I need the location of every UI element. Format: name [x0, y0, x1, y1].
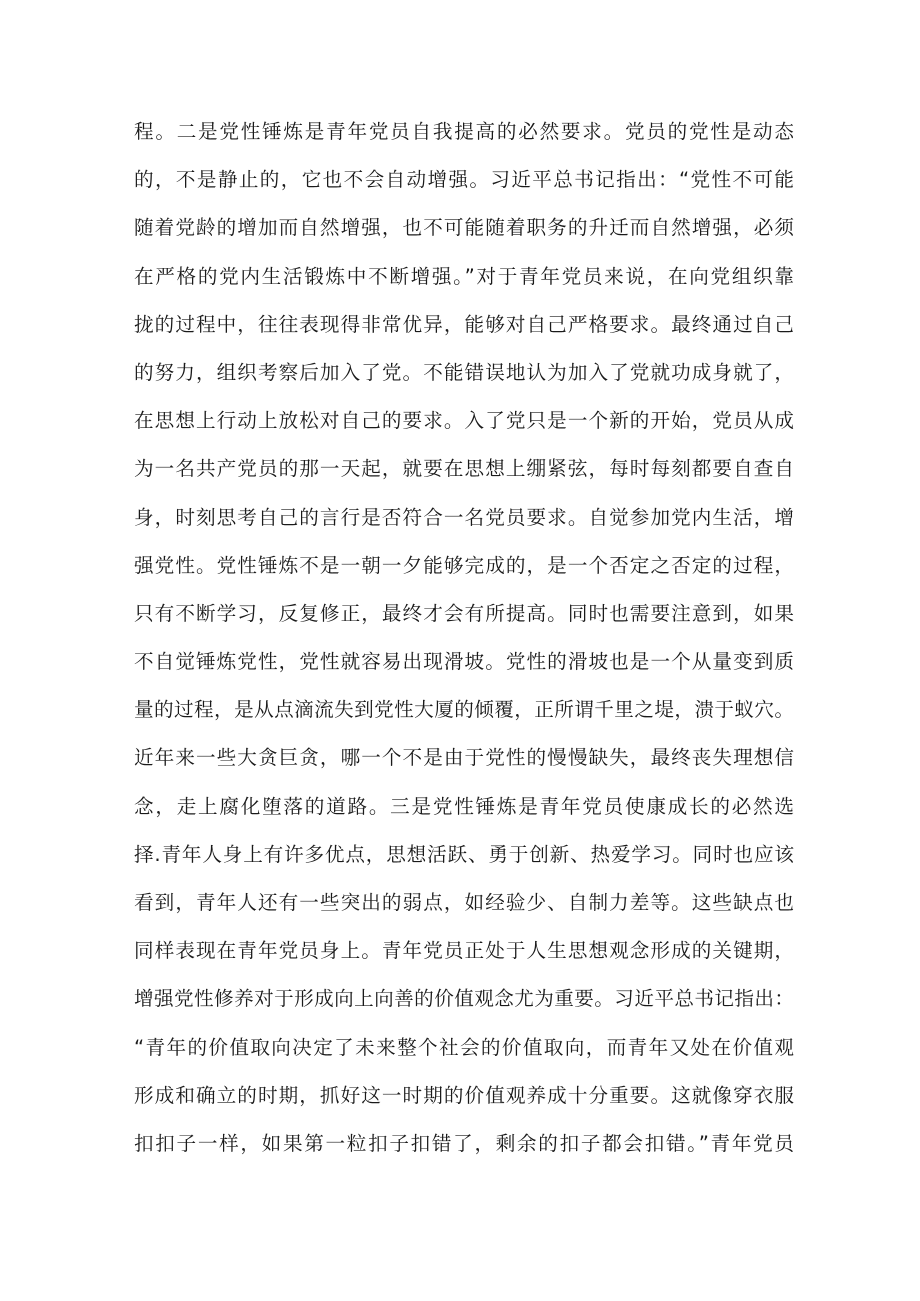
text-line: 强党性。党性锤炼不是一朝一夕能够完成的，是一个否定之否定的过程， [134, 553, 794, 577]
text-line: 程。二是党性锤炼是青年党员自我提高的必然要求。党员的党性是动态 [134, 120, 794, 143]
text-line: 念，走上腐化堕落的道路。三是党性锤炼是青年党员使康成长的必然选 [134, 794, 794, 818]
text-line: “青年的价值取向决定了未来整个社会的价值取向，而青年又处在价值观 [134, 1035, 794, 1059]
text-line: 身，时刻思考自己的言行是否符合一名党员要求。自觉参加党内生活，增 [134, 505, 794, 529]
text-line: 形成和确立的时期，抓好这一时期的价值观养成十分重要。这就像穿衣服 [134, 1083, 794, 1107]
text-line: 拢的过程中，往往表现得非常优异，能够对自己严格要求。最终通过自己 [134, 312, 794, 336]
text-line: 为一名共产党员的那一天起，就要在思想上绷紧弦，每时每刻都要自查自 [134, 457, 794, 481]
text-line: 同样表现在青年党员身上。青年党员正处于人生思想观念形成的关键期， [134, 939, 794, 963]
text-line: 看到，青年人还有一些突出的弱点，如经验少、自制力差等。这些缺点也 [134, 891, 794, 914]
text-line: 随着党龄的增加而自然增强，也不可能随着职务的升迁而自然增强，必须 [134, 216, 794, 240]
text-line: 量的过程，是从点滴流失到党性大厦的倾覆，正所谓千里之堤，溃于蚁穴。 [134, 698, 794, 722]
text-line: 择.青年人身上有许多优点，思想活跃、勇于创新、热爱学习。同时也应该 [134, 842, 794, 866]
text-line: 增强党性修养对于形成向上向善的价值观念尤为重要。习近平总书记指出： [134, 987, 794, 1011]
body-text [134, 108, 794, 1168]
text-line: 的努力，组织考察后加入了党。不能错误地认为加入了党就功成身就了， [134, 360, 794, 384]
text-line: 在严格的党内生活锻炼中不断增强。”对于青年党员来说，在向党组织靠 [134, 264, 794, 288]
text-line: 的，不是静止的，它也不会自动增强。习近平总书记指出：“党性不可能 [134, 168, 794, 192]
text-line: 扣扣子一样，如果第一粒扣子扣错了，剩余的扣子都会扣错。”青年党员 [134, 1131, 794, 1155]
text-line: 近年来一些大贪巨贪，哪一个不是由于党性的慢慢缺失，最终丧失理想信 [134, 746, 794, 770]
text-line: 在思想上行动上放松对自己的要求。入了党只是一个新的开始，党员从成 [134, 409, 794, 433]
text-line: 不自觉锤炼党性，党性就容易出现滑坡。党性的滑坡也是一个从量变到质 [134, 650, 794, 674]
text-line: 只有不断学习，反复修正，最终才会有所提高。同时也需要注意到，如果 [134, 601, 794, 625]
